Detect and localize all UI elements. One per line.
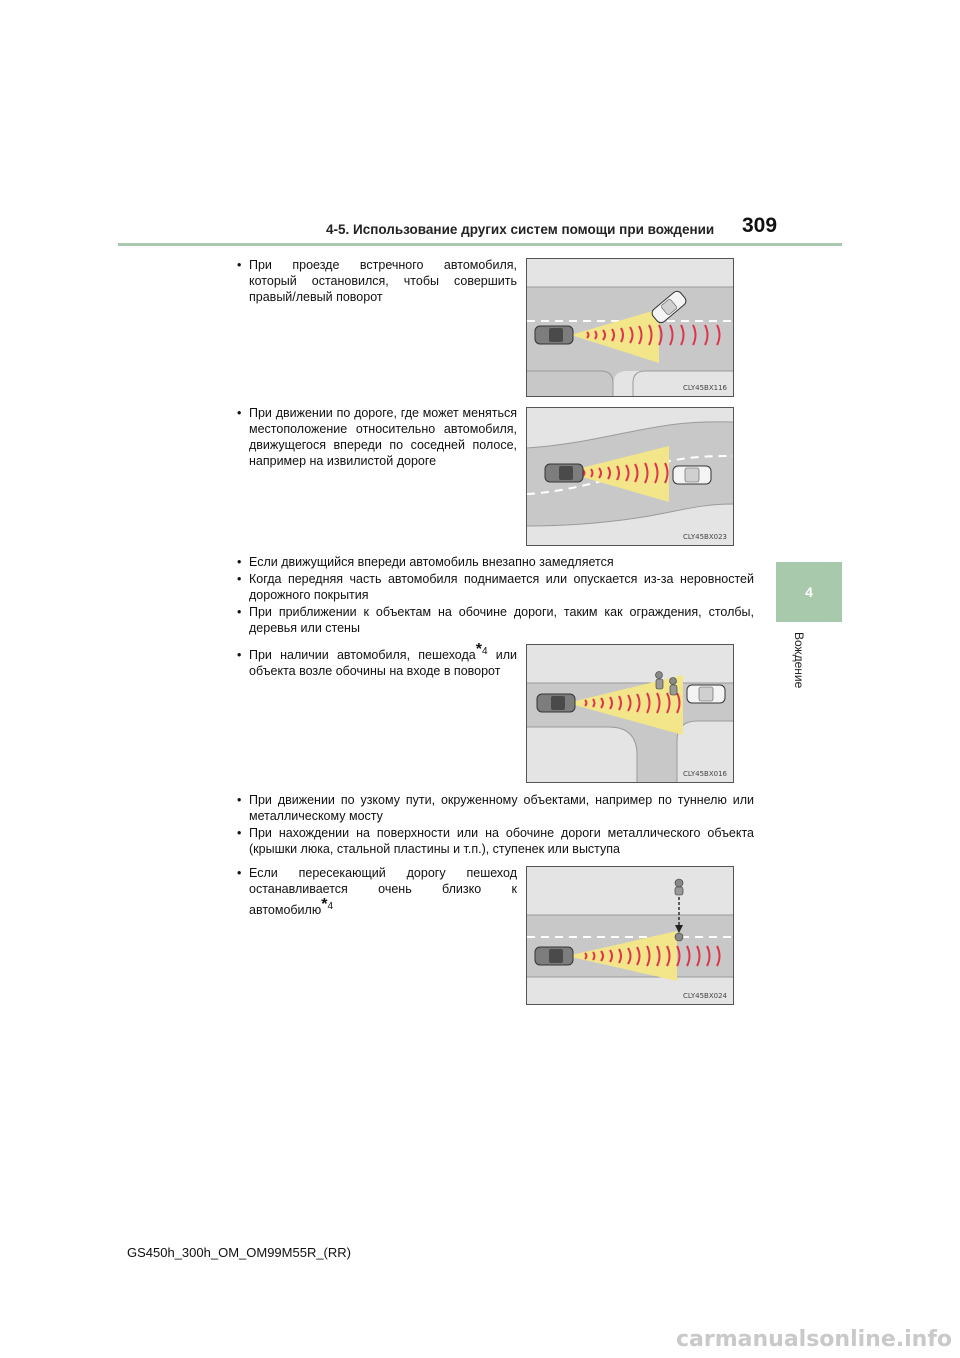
- list-item-text: При проезде встречного автомобиля, который остановился, чтобы совершить правый/левый поворот: [249, 258, 517, 304]
- bullet-dot: •: [237, 572, 242, 586]
- list-item-text: Когда передняя часть автомобиля поднимается или опускается из-за неровностей дорожного покрытия: [249, 572, 754, 602]
- bullet-dot: •: [237, 605, 242, 619]
- chapter-number: 4: [805, 584, 813, 600]
- footnote-ref: *4: [321, 896, 334, 913]
- figure-code: CLY45BX116: [683, 384, 727, 392]
- diagram-winding-road: [527, 408, 733, 545]
- illustration-oncoming-turning-car: [526, 258, 734, 397]
- list-item-text: При движении по узкому пути, окруженному объектами, например по туннелю или металлическому мосту: [249, 793, 754, 823]
- diagram-oncoming-turning: [527, 259, 733, 396]
- illustration-winding-road: [526, 407, 734, 546]
- bullet-dot: •: [237, 406, 242, 420]
- list-item: [237, 642, 517, 679]
- figure-code: CLY45BX024: [683, 992, 727, 1000]
- pedestrian-icon: [656, 672, 664, 690]
- bullet-dot: •: [237, 258, 242, 272]
- illustration-curve-entry: [526, 644, 734, 783]
- list-item-text: Если движущийся впереди автомобиль внезапно замедляется: [249, 555, 614, 569]
- header-rule: [118, 243, 842, 246]
- footer-doc-code: GS450h_300h_OM_OM99M55R_(RR): [127, 1245, 351, 1260]
- list-item-text: При движении по дороге, где может меняться местоположение относительно автомобиля, движущегося впереди по соседней полосе, например на извилистой дороге: [249, 406, 517, 468]
- pedestrian-icon: [670, 678, 678, 696]
- list-item: [237, 792, 754, 824]
- footnote-ref: *4: [475, 641, 488, 658]
- bullet-dot: •: [237, 866, 242, 880]
- chapter-label: Вождение: [792, 632, 806, 689]
- figure-code: CLY45BX023: [683, 533, 727, 541]
- list-item-text: При приближении к объектам на обочине дороги, таким как ограждения, столбы, деревья или стены: [249, 605, 754, 635]
- list-item-text: При наличии автомобиля, пешехода: [249, 648, 476, 663]
- bullet-dot: •: [237, 826, 242, 840]
- bullet-dot: •: [237, 793, 242, 807]
- section-title: 4-5. Использование других систем помощи при вождении: [326, 222, 715, 237]
- page-number: 309: [742, 214, 778, 237]
- diagram-crossing-pedestrian: [527, 867, 733, 1004]
- list-item: [237, 257, 517, 305]
- bullet-dot: •: [237, 648, 242, 663]
- list-item: [237, 571, 754, 603]
- list-item-text: Если пересекающий дорогу пешеход останавливается очень близко к автомобилю: [249, 866, 517, 918]
- list-item: [237, 405, 517, 469]
- chapter-tab: [776, 562, 842, 622]
- pedestrian-icon: [675, 879, 683, 895]
- diagram-curve-entry: [527, 645, 733, 782]
- list-item-text: При нахождении на поверхности или на обочине дороги металлического объекта (крышки люка, стальной пластины и т.п.), ступенек или выступа: [249, 826, 754, 856]
- illustration-crossing-pedestrian: [526, 866, 734, 1005]
- figure-code: CLY45BX016: [683, 770, 727, 778]
- list-item: [237, 554, 754, 570]
- pedestrian-icon: [675, 933, 683, 941]
- list-item-text-cont: или объекта возле обочины на входе в поворот: [249, 648, 518, 679]
- bullet-dot: •: [237, 555, 242, 569]
- list-item: [237, 865, 517, 918]
- watermark: carmanualsonline.info: [676, 1327, 952, 1352]
- list-item: [237, 604, 754, 636]
- list-item: [237, 825, 754, 857]
